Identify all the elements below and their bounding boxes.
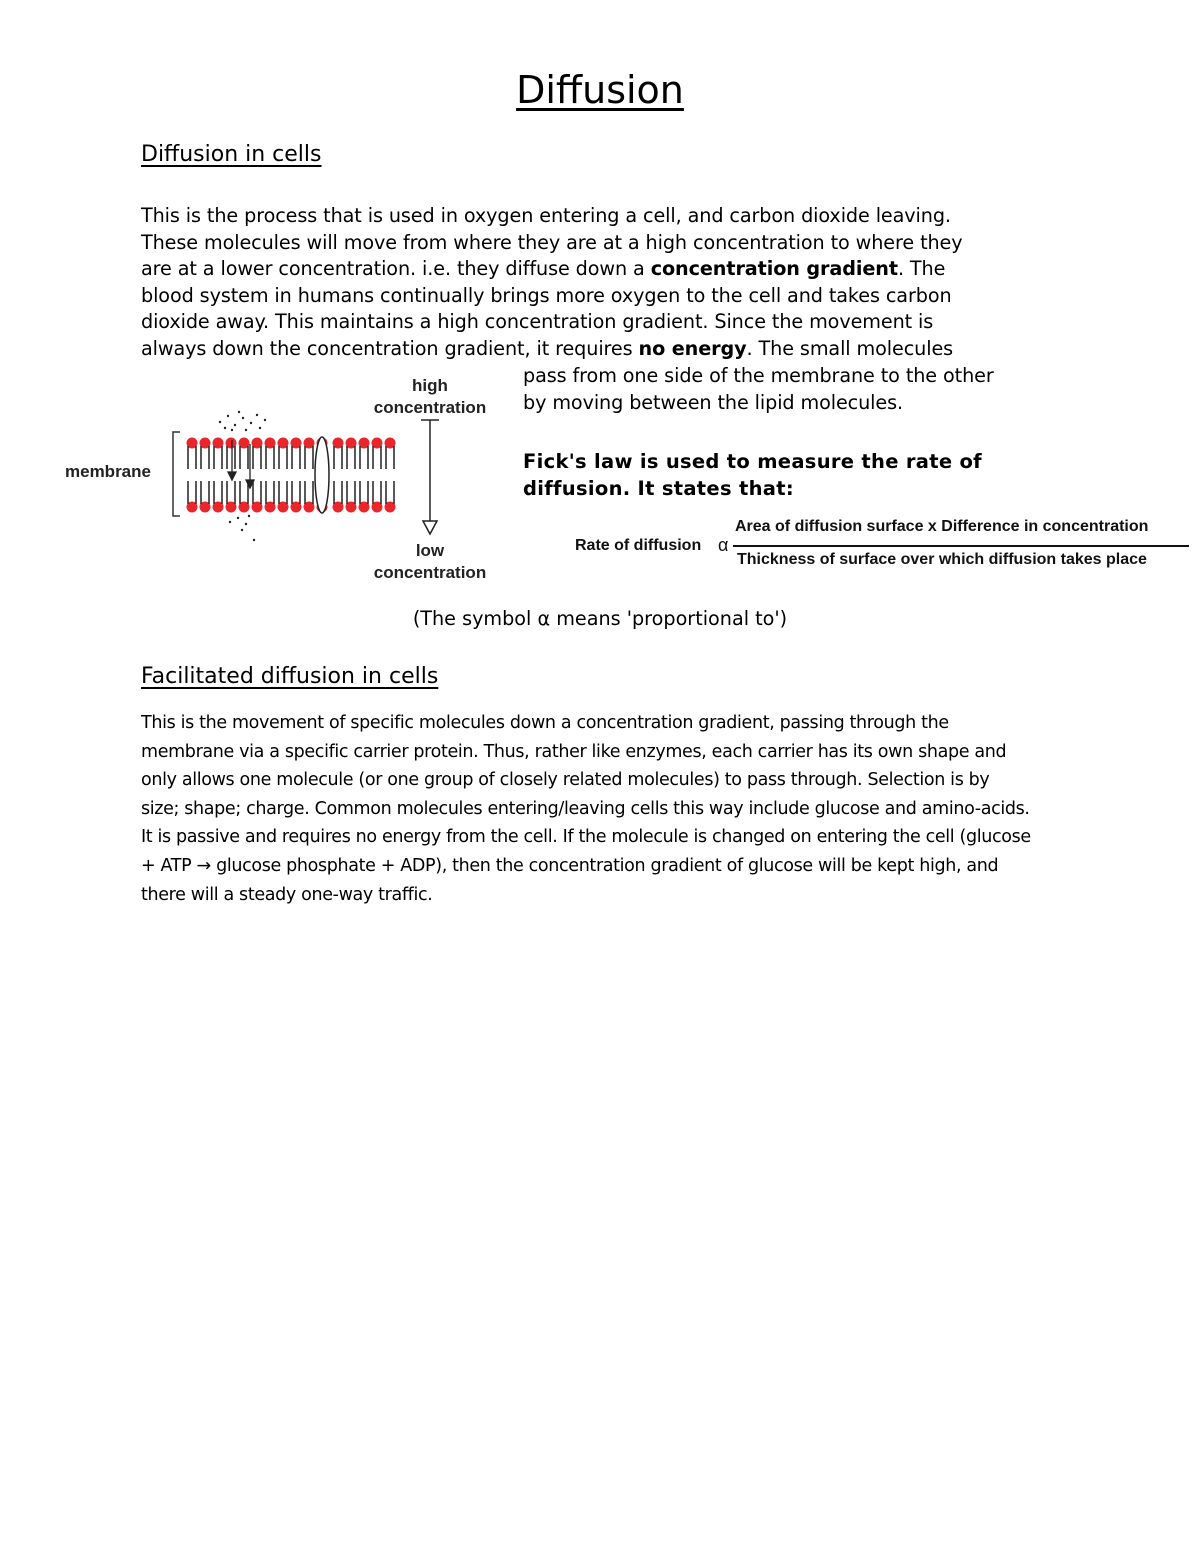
lipid-tail [360, 446, 368, 469]
paragraph-line: blood system in humans continually brings more oxygen to the cell and takes carbon [141, 283, 952, 307]
formula-rate-of-diffusion: Rate of diffusion [575, 537, 702, 554]
lipid-tail [347, 446, 355, 469]
lipid-tail [201, 481, 209, 504]
membrane-bracket [173, 432, 180, 516]
lipid-tail [386, 481, 394, 504]
membrane-label: membrane [65, 462, 151, 481]
lipid-tail [188, 481, 196, 504]
page-title: Diffusion [516, 68, 684, 112]
symbol-caption: (The symbol α means 'proportional to') [412, 607, 788, 630]
lipid-tail [386, 446, 394, 469]
proportional-symbol: α [718, 535, 729, 555]
section-heading-diffusion-in-cells: Diffusion in cells [141, 142, 322, 167]
paragraph-line: This is the movement of specific molecules down a concentration gradient, passing through the [141, 713, 949, 733]
paragraph-line: It is passive and requires no energy from the cell. If the molecule is changed on entering the cell (glucose [141, 827, 1031, 848]
section1-paragraph [141, 203, 1056, 363]
lipid-tail [253, 446, 261, 469]
paragraph-line: This is the process that is used in oxygen entering a cell, and carbon dioxide leaving. [141, 204, 951, 227]
paragraph-line: These molecules will move from where they are at a high concentration to where they [141, 230, 963, 254]
membrane-diagram [60, 370, 510, 590]
diffusing-particles [219, 411, 266, 541]
lipid-tail [253, 481, 261, 504]
paragraph-line: always down the concentration gradient, it requires no energy. The small molecules [141, 336, 954, 360]
lipid-tail [292, 481, 300, 504]
lipid-tail [292, 446, 300, 469]
paragraph-line: pass from one side of the membrane to the other [523, 364, 994, 387]
fraction-bar [733, 545, 1189, 547]
lipid-tail [227, 446, 235, 469]
bold-term-no-energy: no energy [638, 336, 747, 360]
paragraph-line: there will a steady one-way traffic. [141, 884, 433, 905]
paragraph-line: + ATP → glucose phosphate + ADP), then the concentration gradient of glucose will be kept high, and [141, 855, 999, 876]
lipid-tail [227, 481, 235, 504]
formula-numerator: Area of diffusion surface x Difference in concentration [735, 518, 1149, 535]
lipid-tail [266, 481, 274, 504]
high-concentration-label: high concentration [373, 376, 487, 417]
section1-paragraph-continued [523, 363, 1063, 416]
paragraph-line: membrane via a specific carrier protein. Thus, rather like enzymes, each carrier has its own shape and [141, 741, 1007, 762]
lipid-tail [305, 481, 313, 504]
lipid-tail [347, 481, 355, 504]
paragraph-line: by moving between the lipid molecules. [523, 390, 904, 414]
lipid-tail [305, 446, 313, 469]
paragraph-line: size; shape; charge. Common molecules entering/leaving cells this way include glucose and amino-acids. [141, 798, 1030, 819]
lipid-tail [334, 481, 342, 504]
low-concentration-label: low concentration [373, 541, 487, 582]
ficks-law-statement: Fick's law is used to measure the rate of diffusion. It states that: [523, 450, 982, 500]
paragraph-line: are at a lower concentration. i.e. they diffuse down a concentration gradient. The [141, 257, 946, 281]
section2-paragraph [141, 709, 1066, 909]
lipid-tail [279, 481, 287, 504]
section-heading-facilitated-diffusion: Facilitated diffusion in cells [141, 664, 439, 689]
lipid-tail [214, 446, 222, 469]
lipid-tail [373, 446, 381, 469]
lipid-tail [266, 446, 274, 469]
concentration-arrow-head [423, 521, 437, 534]
lipid-tail [360, 481, 368, 504]
protein-channel [315, 437, 329, 513]
lipid-tail [279, 446, 287, 469]
lipid-tail [240, 446, 248, 469]
formula-denominator: Thickness of surface over which diffusion takes place [737, 551, 1147, 568]
bold-term-concentration-gradient: concentration gradient [650, 257, 898, 281]
lipid-tail [188, 446, 196, 469]
lipid-tail [214, 481, 222, 504]
paragraph-line: only allows one molecule (or one group of closely related molecules) to pass through. Selection is by [141, 770, 990, 791]
lipid-tail [240, 481, 248, 504]
ficks-law-formula [570, 512, 1195, 582]
lipid-tail [201, 446, 209, 469]
lipid-tail [334, 446, 342, 469]
lipid-molecules [187, 438, 396, 513]
lipid-tail [373, 481, 381, 504]
paragraph-line: dioxide away. This maintains a high concentration gradient. Since the movement is [141, 310, 934, 334]
bilayer-drawing [60, 370, 510, 590]
